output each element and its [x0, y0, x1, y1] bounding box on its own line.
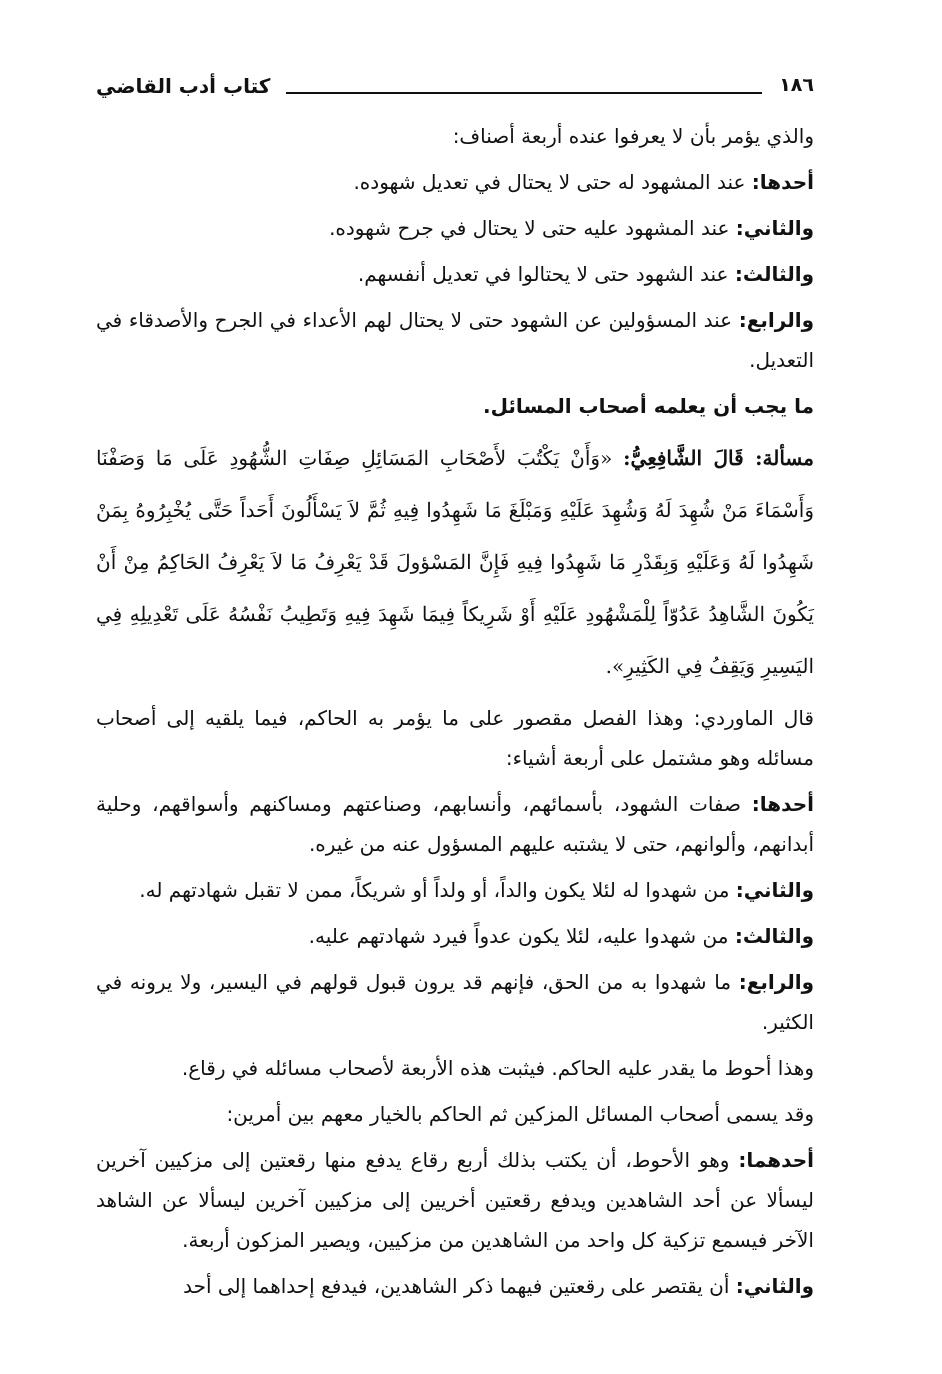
- section-heading: ما يجب أن يعلمه أصحاب المسائل.: [482, 394, 814, 418]
- paragraph-text: صفات الشهود، بأسمائهم، وأنسابهم، وصناعتهم ومساكنهم وأسواقهم، وحلية أبدانهم، وألوانهم، حتى لا يشتبه عليهم المسؤول عنه من غيره.: [96, 792, 814, 856]
- paragraph: [96, 1140, 814, 1260]
- paragraph-label: والرابع:: [738, 970, 814, 994]
- paragraph-text: عند الشهود حتى لا يحتالوا في تعديل أنفسهم.: [357, 262, 735, 286]
- paragraph-text: وقد يسمى أصحاب المسائل المزكين ثم الحاكم بالخيار معهم بين أمرين:: [226, 1102, 814, 1126]
- masala-text: «وَأَنْ يَكْتُبَ لأَصْحَابِ المَسَائِلِ صِفَاتِ الشُّهُودِ عَلَى مَا وَصَفْنَا وَأَسْمَاءَ مَنْ شُهِدَ لَهُ وَشُهِدَ عَلَيْهِ وَمَبْلَغَ مَا شَهِدُوا فِيهِ ثُمَّ لاَ يَسْأَلُونَ أَحَداً حَتَّى يُخْبِرُوهُ بِمَنْ شَهِدُوا لَهُ وَعَلَيْهِ وَبِقَدْرِ مَا شَهِدُوا فِيهِ فَإِنَّ المَسْؤولَ قَدْ يَعْرِفُ مَا لاَ يَعْرِفُ الحَاكِمُ مِنْ أَنْ يَكُونَ الشَّاهِدُ عَدُوّاً لِلْمَشْهُودِ عَلَيْهِ أَوْ شَرِيكاً فِيمَا شَهِدَ فِيهِ وَتَطِيبُ نَفْسُهُ عَلَى تَعْدِيلِهِ فِي اليَسِيرِ وَيَقِفُ فِي الكَثِيرِ».: [96, 446, 814, 678]
- paragraph-label: والثاني:: [735, 1274, 814, 1298]
- paragraph-label: والثالث:: [734, 262, 814, 286]
- book-title: كتاب أدب القاضي: [96, 74, 271, 98]
- page-number: ١٨٦: [779, 74, 814, 96]
- masala-paragraph: [96, 432, 814, 692]
- paragraph-label: أحدهما:: [738, 1148, 814, 1172]
- paragraph: [96, 784, 814, 864]
- paragraph: [96, 916, 814, 956]
- paragraph-label: والثالث:: [734, 924, 814, 948]
- paragraph-text: وهذا أحوط ما يقدر عليه الحاكم. فيثبت هذه الأربعة لأصحاب مسائله في رقاع.: [181, 1056, 814, 1080]
- paragraph-text: من شهدوا عليه، لئلا يكون عدواً فيرد شهادتهم عليه.: [308, 924, 735, 948]
- paragraph: [96, 870, 814, 910]
- paragraph-label: والثاني:: [735, 878, 814, 902]
- paragraph-label: أحدها:: [751, 792, 814, 816]
- paragraph: [96, 1266, 814, 1306]
- header-rule: [286, 92, 762, 94]
- paragraph: [96, 162, 814, 202]
- paragraph-text: عند المسؤولين عن الشهود حتى لا يحتال لهم الأعداء في الجرح والأصدقاء في التعديل.: [96, 308, 814, 372]
- paragraph-text: عند المشهود عليه حتى لا يحتال في جرح شهوده.: [329, 216, 736, 240]
- paragraph-text: من شهدوا له لئلا يكون والداً، أو ولداً أو شريكاً، ممن لا تقبل شهادتهم له.: [139, 878, 736, 902]
- paragraph-label: أحدها:: [751, 170, 814, 194]
- paragraph-text: وهو الأحوط، أن يكتب بذلك أربع رقاع يدفع منها رقعتين إلى مزكيين آخرين ليسألا عن أحد الشاهدين ويدفع رقعتين أخريين إلى مزكيين آخرين ليسألا عن الشاهد الآخر فيسمع تزكية كل واحد من الشاهدين من مزكيين، ويصير المزكون أربعة.: [96, 1148, 814, 1252]
- page-body: [96, 116, 814, 1306]
- masala-label: مسألة: قَالَ الشَّافِعِيُّ:: [623, 446, 814, 470]
- paragraph: [96, 208, 814, 248]
- paragraph: [96, 1048, 814, 1088]
- paragraph: [96, 254, 814, 294]
- book-page: [96, 66, 814, 1356]
- paragraph-text: أن يقتصر على رقعتين فيهما ذكر الشاهدين، فيدفع إحداهما إلى أحد: [183, 1274, 736, 1298]
- paragraph: [96, 1094, 814, 1134]
- page-header: [96, 66, 814, 108]
- paragraph: [96, 300, 814, 380]
- paragraph-label: والثاني:: [735, 216, 814, 240]
- paragraph-text: ما شهدوا به من الحق، فإنهم قد يرون قبول قولهم في اليسير، ولا يرونه في الكثير.: [96, 970, 814, 1034]
- paragraph: [96, 962, 814, 1042]
- paragraph-label: والرابع:: [738, 308, 814, 332]
- paragraph-text: عند المشهود له حتى لا يحتال في تعديل شهوده.: [353, 170, 752, 194]
- paragraph-text: والذي يؤمر بأن لا يعرفوا عنده أربعة أصناف:: [452, 124, 814, 148]
- paragraph: [96, 116, 814, 156]
- paragraph: [96, 698, 814, 778]
- paragraph-text: قال الماوردي: وهذا الفصل مقصور على ما يؤمر به الحاكم، فيما يلقيه إلى أصحاب مسائله وهو مشتمل على أربعة أشياء:: [96, 706, 814, 770]
